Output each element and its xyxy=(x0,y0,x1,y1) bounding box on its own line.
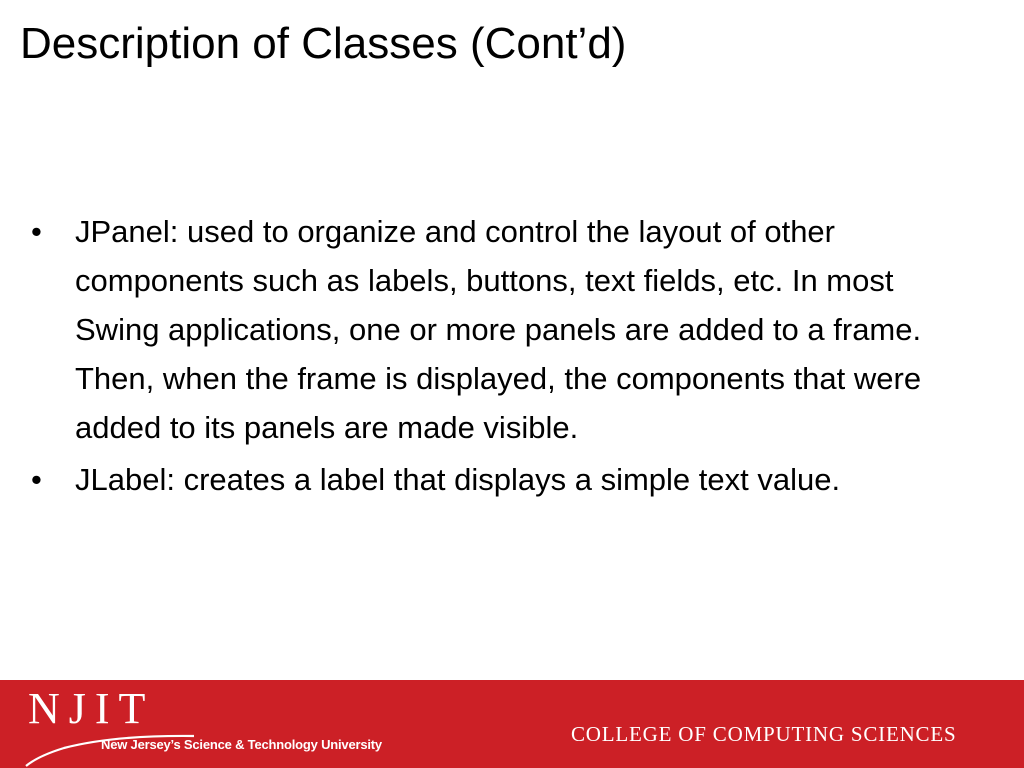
bullet-list xyxy=(28,207,968,507)
logo-tagline: New Jersey’s Science & Technology University xyxy=(101,737,382,752)
bullet-marker: • xyxy=(31,214,42,249)
bullet-item-jpanel xyxy=(28,207,968,452)
bullet-marker: • xyxy=(31,462,42,497)
logo-letters: NJIT xyxy=(28,684,155,733)
bullet-text-jlabel: JLabel: creates a label that displays a simple text value. xyxy=(75,462,841,497)
bullet-item-jlabel xyxy=(28,455,968,504)
slide-title: Description of Classes (Cont’d) xyxy=(20,19,627,68)
bullet-text-jpanel: JPanel: used to organize and control the layout of other components such as labels, buttons, text fields, etc. In most Swing applications, one or more panels are added to a frame. Then, when the frame is displayed, the components that were added to its panels are made visible. xyxy=(75,214,922,445)
college-name: COLLEGE OF COMPUTING SCIENCES xyxy=(571,722,957,746)
